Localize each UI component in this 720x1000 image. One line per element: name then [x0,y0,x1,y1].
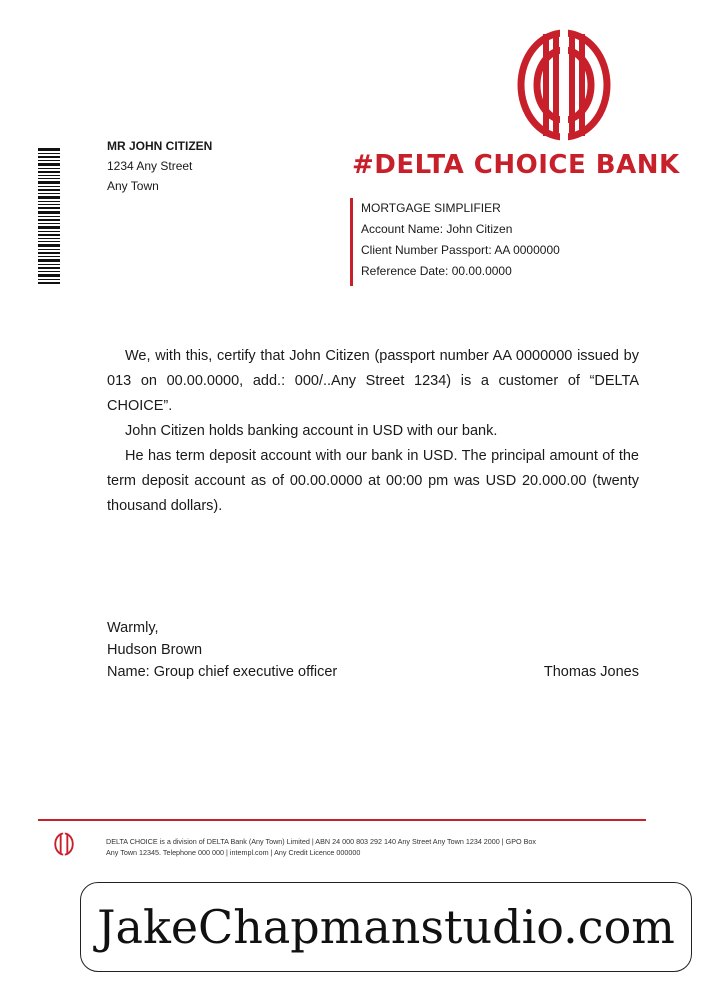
footer-divider [38,819,646,821]
footer-line-2: Any Town 12345. Telephone 000 000 | intempl.com | Any Credit Licence 000000 [106,848,361,857]
closing-text: Warmly, [107,620,159,636]
footer-text [106,836,646,858]
recipient-street: 1234 Any Street [107,159,193,173]
watermark-banner [80,882,692,972]
letter-body [107,344,639,519]
signer-title: Name: Group chief executive officer [107,664,338,680]
bank-name: #DELTA CHOICE BANK [352,150,680,180]
letter-paragraph: We, with this, certify that John Citizen (passport number AA 0000000 issued by 013 on 00.00.0000, add.: 000/..Any Street 1234) is a customer of “DELTA CHOICE”. [107,348,639,414]
recipient-address [107,136,212,196]
product-name: MORTGAGE SIMPLIFIER [361,201,501,215]
bank-logo-icon [516,28,612,142]
recipient-town: Any Town [107,179,159,193]
reference-date: Reference Date: 00.00.0000 [361,264,512,278]
letter-paragraph: He has term deposit account with our bank in USD. The principal amount of the term deposit account as of 00.00.0000 at 00:00 pm was USD 20.000.00 (twenty thousand dollars). [107,448,639,514]
barcode [38,148,60,284]
letter-paragraph: John Citizen holds banking account in USD with our bank. [125,423,498,439]
account-name: Account Name: John Citizen [361,222,513,236]
second-signer-name: Thomas Jones [543,664,639,680]
footer-logo-icon [54,832,74,856]
recipient-name: MR JOHN CITIZEN [107,139,213,153]
account-info-box [350,198,560,286]
signature-block [107,617,639,683]
client-number: Client Number Passport: AA 0000000 [361,243,560,257]
footer-line-1: DELTA CHOICE is a division of DELTA Bank (Any Town) Limited | ABN 24 000 803 292 140 Any Street Any Town 1234 2000 | GPO Box [106,837,537,846]
signer-name: Hudson Brown [107,642,203,658]
watermark-text: JakeChapmanstudio.com [97,900,675,954]
